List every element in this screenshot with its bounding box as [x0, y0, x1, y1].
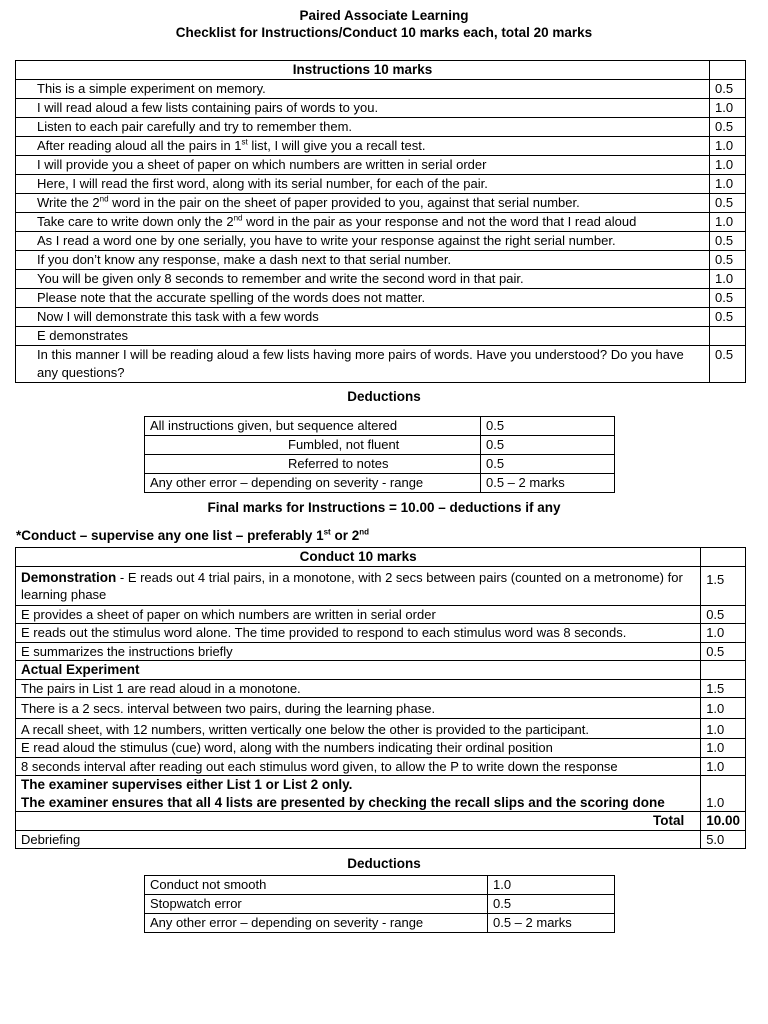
score-cell: 0.5 — [710, 80, 746, 99]
deduction-label: Stopwatch error — [145, 895, 488, 914]
score-cell: 0.5 — [710, 289, 746, 308]
table-row — [16, 156, 746, 175]
score-cell: 1.0 — [710, 99, 746, 118]
instruction-text — [16, 232, 710, 251]
instruction-text-part: I will provide you a sheet of paper on which numbers are written in serial order — [37, 157, 487, 172]
score-cell: 0.5 — [710, 118, 746, 137]
table-header-row — [16, 61, 746, 80]
debriefing-label: Debriefing — [16, 830, 701, 849]
instruction-text-part: I will read aloud a few lists containing pairs of words to you. — [37, 100, 379, 115]
deduction-label: All instructions given, but sequence altered — [145, 417, 481, 436]
instruction-text — [16, 346, 710, 383]
deductions-table-conduct — [144, 875, 615, 933]
instruction-text — [16, 213, 710, 232]
instruction-text — [16, 270, 710, 289]
table-row — [145, 417, 615, 436]
instruction-text — [16, 137, 710, 156]
table-row — [16, 232, 746, 251]
deduction-value: 0.5 – 2 marks — [481, 474, 615, 493]
table-row — [16, 566, 746, 605]
table-row — [16, 270, 746, 289]
score-cell: 1.0 — [701, 718, 746, 739]
actual-experiment-heading: Actual Experiment — [16, 661, 701, 680]
table-row — [16, 624, 746, 643]
table-header-row — [16, 548, 746, 567]
table-row — [16, 175, 746, 194]
deduction-label: Referred to notes — [145, 455, 481, 474]
instruction-text-part: You will be given only 8 seconds to remember and write the second word in that pair. — [37, 271, 524, 286]
table-row — [16, 137, 746, 156]
deduction-value: 1.0 — [488, 876, 615, 895]
deduction-label: Conduct not smooth — [145, 876, 488, 895]
score-cell: 1.5 — [701, 679, 746, 698]
score-cell: 0.5 — [710, 194, 746, 213]
table-row — [145, 876, 615, 895]
instruction-text-part: If you don’t know any response, make a dash next to that serial number. — [37, 252, 452, 267]
supervise-line-1: The examiner supervises either List 1 or List 2 only. — [21, 777, 353, 792]
instructions-heading: Instructions 10 marks — [16, 61, 710, 80]
score-cell: 1.0 — [710, 175, 746, 194]
table-row — [145, 474, 615, 493]
score-cell: 5.0 — [701, 830, 746, 849]
instruction-text — [16, 289, 710, 308]
score-cell: 1.0 — [701, 698, 746, 719]
instruction-text — [16, 308, 710, 327]
table-row — [145, 914, 615, 933]
table-row — [16, 213, 746, 232]
table-row — [16, 194, 746, 213]
score-cell: 1.0 — [710, 156, 746, 175]
table-row — [16, 642, 746, 661]
instruction-text-part: This is a simple experiment on memory. — [37, 81, 266, 96]
table-row — [16, 346, 746, 383]
deductions-heading-conduct: Deductions — [347, 856, 421, 871]
score-cell: 0.5 — [710, 251, 746, 270]
table-row — [16, 698, 746, 719]
table-row — [145, 455, 615, 474]
score-cell: 1.0 — [710, 270, 746, 289]
instruction-text-part: As I read a word one by one serially, you have to write your response against the right serial number. — [37, 233, 616, 248]
conduct-table — [15, 547, 746, 849]
instruction-text-part: Take care to write down only the 2 — [37, 214, 234, 229]
instruction-text-part: Now I will demonstrate this task with a few words — [37, 309, 319, 324]
score-cell: 1.5 — [701, 566, 746, 605]
score-cell: 0.5 — [710, 232, 746, 251]
conduct-note-sup1: st — [323, 527, 331, 537]
deduction-value: 0.5 — [481, 455, 615, 474]
instruction-text — [16, 99, 710, 118]
score-cell — [710, 61, 746, 80]
table-row — [16, 812, 746, 831]
score-cell: 0.5 — [701, 605, 746, 624]
instruction-text — [16, 118, 710, 137]
table-row — [16, 679, 746, 698]
deduction-value: 0.5 — [481, 417, 615, 436]
instruction-text-rest: word in the pair on the sheet of paper provided to you, against that serial number. — [108, 195, 580, 210]
instruction-text-rest: list, I will give you a recall test. — [247, 138, 426, 153]
instruction-text-part: In this manner I will be reading aloud a few lists having more pairs of words. Have you understood? Do you have any questions? — [37, 347, 684, 380]
deductions-heading: Deductions — [347, 389, 421, 404]
table-row — [16, 289, 746, 308]
ordinal-suffix: nd — [233, 213, 243, 223]
instructions-table — [15, 60, 746, 383]
conduct-note — [16, 528, 369, 543]
instruction-text-part: Here, I will read the first word, along with its serial number, for each of the pair. — [37, 176, 488, 191]
conduct-text: There is a 2 secs. interval between two pairs, during the learning phase. — [16, 698, 701, 719]
score-cell — [701, 548, 746, 567]
score-cell: 1.0 — [701, 624, 746, 643]
deduction-value: 0.5 — [481, 436, 615, 455]
instruction-text-part: After reading aloud all the pairs in 1 — [37, 138, 242, 153]
conduct-text: 8 seconds interval after reading out each stimulus word given, to allow the P to write down the response — [16, 757, 701, 776]
table-row — [16, 80, 746, 99]
conduct-text: A recall sheet, with 12 numbers, written vertically one below the other is provided to the participant. — [16, 718, 701, 739]
total-label: Total — [16, 812, 701, 831]
instruction-text-part: Write the 2 — [37, 195, 100, 210]
final-marks-note: Final marks for Instructions = 10.00 – deductions if any — [207, 500, 561, 515]
table-row — [16, 739, 746, 758]
supervise-cell — [16, 776, 701, 812]
score-cell: 1.0 — [701, 776, 746, 812]
conduct-text: E summarizes the instructions briefly — [16, 642, 701, 661]
table-row — [16, 757, 746, 776]
deduction-label: Any other error – depending on severity - range — [145, 914, 488, 933]
score-cell: 0.5 — [710, 346, 746, 383]
table-row — [16, 308, 746, 327]
table-row — [16, 776, 746, 812]
instruction-text — [16, 194, 710, 213]
instruction-text — [16, 175, 710, 194]
table-row — [16, 251, 746, 270]
score-cell: 1.0 — [701, 739, 746, 758]
deductions-table-instructions — [144, 416, 615, 493]
table-row — [145, 895, 615, 914]
total-value: 10.00 — [701, 812, 746, 831]
score-cell: 0.5 — [701, 642, 746, 661]
supervise-line-2: The examiner ensures that all 4 lists are presented by checking the recall slips and the scoring done — [21, 794, 665, 810]
deduction-label: Any other error – depending on severity - range — [145, 474, 481, 493]
instruction-text-part: E demonstrates — [37, 328, 129, 343]
instruction-text — [16, 156, 710, 175]
demonstration-label: Demonstration — [21, 569, 117, 585]
score-cell — [710, 327, 746, 346]
conduct-text: The pairs in List 1 are read aloud in a monotone. — [16, 679, 701, 698]
table-row — [16, 99, 746, 118]
table-row — [16, 718, 746, 739]
instruction-text — [16, 251, 710, 270]
page-title: Paired Associate Learning — [299, 8, 469, 23]
demonstration-cell — [16, 566, 701, 605]
instruction-text-part: Please note that the accurate spelling of the words does not matter. — [37, 290, 426, 305]
conduct-note-mid: or 2 — [330, 528, 360, 543]
table-row — [16, 605, 746, 624]
ordinal-suffix: st — [241, 137, 248, 147]
table-row — [16, 661, 746, 680]
table-row — [16, 327, 746, 346]
conduct-text: E reads out the stimulus word alone. The time provided to respond to each stimulus word was 8 seconds. — [16, 624, 701, 643]
table-row — [16, 118, 746, 137]
table-row — [145, 436, 615, 455]
instruction-text — [16, 80, 710, 99]
conduct-text: E read aloud the stimulus (cue) word, along with the numbers indicating their ordinal position — [16, 739, 701, 758]
conduct-note-text: *Conduct – supervise any one list – preferably 1 — [16, 528, 324, 543]
score-cell: 1.0 — [710, 213, 746, 232]
ordinal-suffix: nd — [99, 194, 109, 204]
instruction-text-part: Listen to each pair carefully and try to remember them. — [37, 119, 353, 134]
score-cell: 1.0 — [710, 137, 746, 156]
instruction-text-rest: word in the pair as your response and not the word that I read aloud — [242, 214, 637, 229]
conduct-text: E provides a sheet of paper on which numbers are written in serial order — [16, 605, 701, 624]
conduct-heading: Conduct 10 marks — [16, 548, 701, 567]
score-cell — [701, 661, 746, 680]
table-row — [16, 830, 746, 849]
deduction-value: 0.5 — [488, 895, 615, 914]
page-subtitle: Checklist for Instructions/Conduct 10 marks each, total 20 marks — [175, 25, 593, 40]
demonstration-text: - E reads out 4 trial pairs, in a monotone, with 2 secs between pairs (counted on a metronome) for learning phase — [21, 569, 683, 602]
deduction-label: Fumbled, not fluent — [145, 436, 481, 455]
deduction-value: 0.5 – 2 marks — [488, 914, 615, 933]
conduct-note-sup2: nd — [359, 527, 370, 537]
instruction-text — [16, 327, 710, 346]
score-cell: 0.5 — [710, 308, 746, 327]
score-cell: 1.0 — [701, 757, 746, 776]
